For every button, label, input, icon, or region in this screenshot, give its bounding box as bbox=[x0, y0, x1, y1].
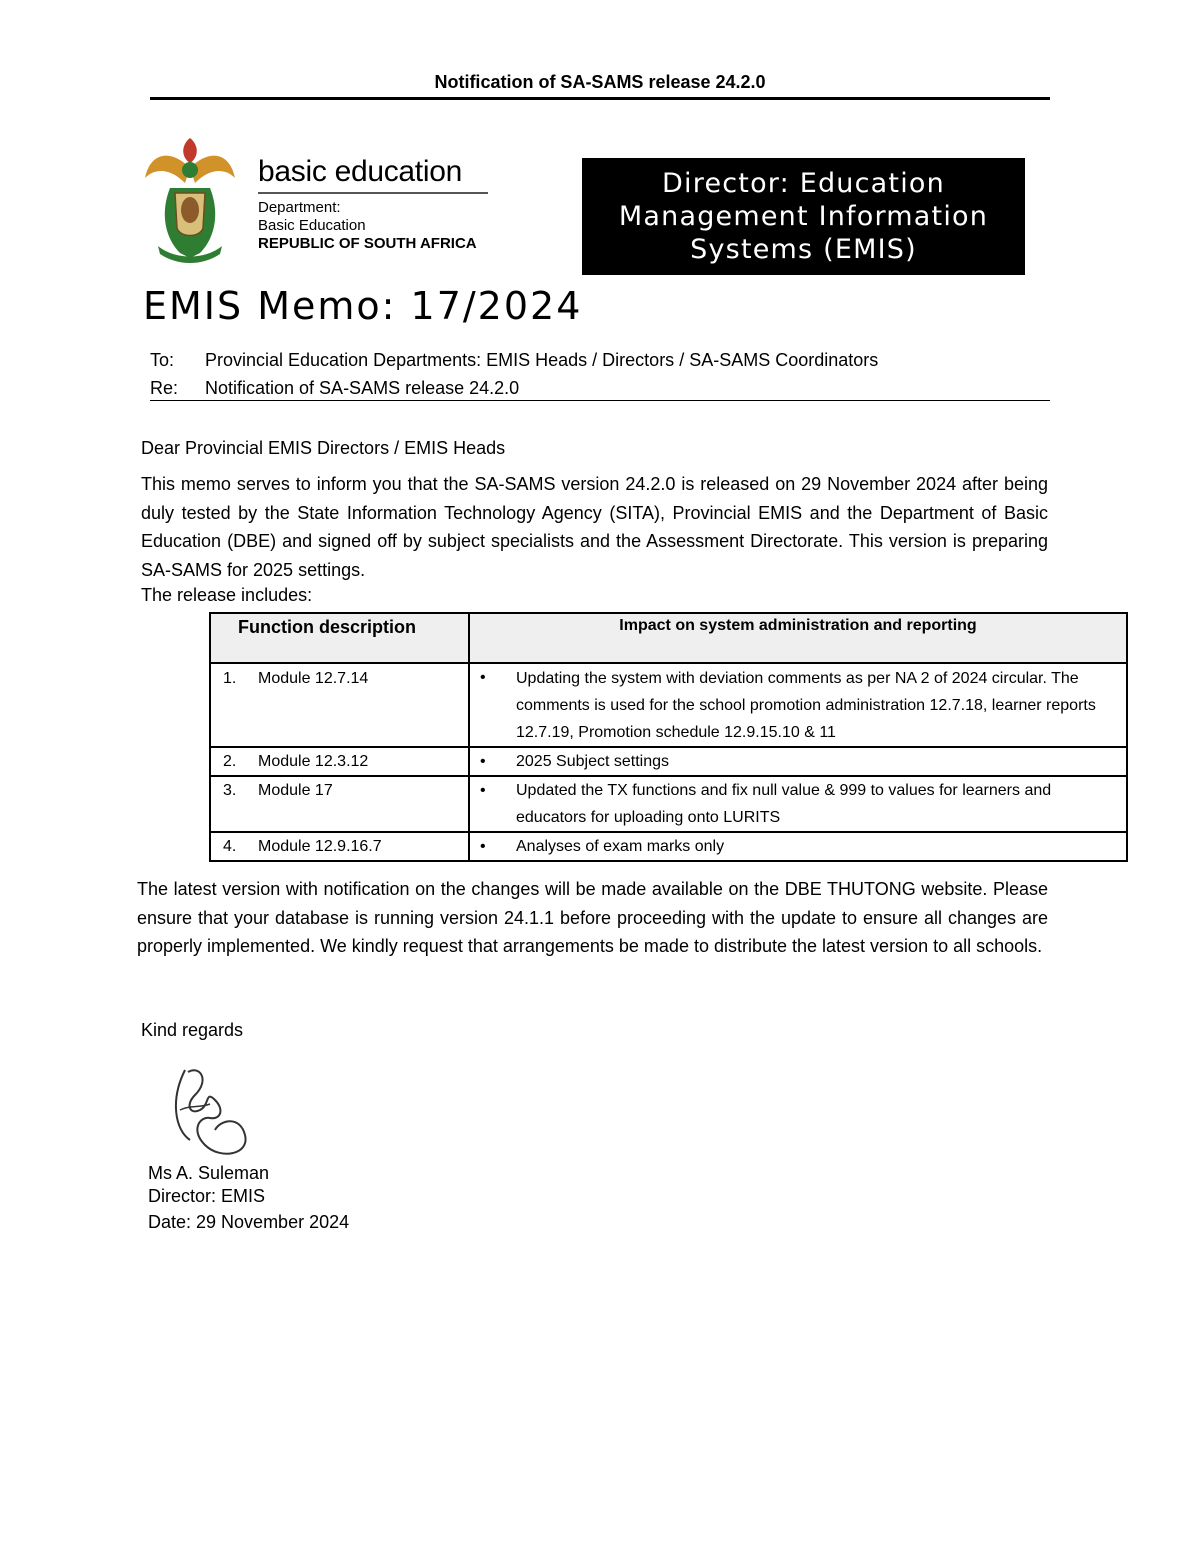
memo-to-line bbox=[150, 350, 878, 371]
memo-to-label: To: bbox=[150, 350, 175, 370]
impact-text: Updating the system with deviation comments as per NA 2 of 2024 circular. The comments is used for the school promotion administration 12.7.18, learner reports 12.7.19, Promotion schedule 12.9.15.10 & 11 bbox=[516, 670, 1096, 741]
signatory-title: Director: EMIS bbox=[148, 1186, 266, 1206]
body-paragraph-2: The latest version with notification on the changes will be made available on the DBE THUTONG website. Please ensure that your database is running version 24.1.1 before proceeding with the update to ensure all changes are properly implemented. We kindly request that arrangements be made to distribute the latest version to all schools. bbox=[137, 879, 1048, 956]
bullet-icon: • bbox=[480, 838, 486, 855]
memo-re-value: Notification of SA-SAMS release 24.2.0 bbox=[205, 378, 520, 398]
row-number: 4. bbox=[223, 838, 237, 855]
handwritten-signature bbox=[160, 1060, 260, 1160]
header-divider bbox=[150, 97, 1050, 100]
release-includes-label: The release includes: bbox=[141, 585, 313, 605]
greeting: Dear Provincial EMIS Directors / EMIS Heads bbox=[141, 438, 506, 458]
department-country: REPUBLIC OF SOUTH AFRICA bbox=[258, 235, 477, 252]
module-name: Module 12.9.16.7 bbox=[258, 838, 382, 855]
impact-text: Analyses of exam marks only bbox=[516, 838, 725, 855]
department-divider bbox=[258, 192, 488, 194]
impact-cell bbox=[469, 747, 1127, 776]
department-name: basic education bbox=[258, 155, 462, 188]
director-banner-text: Director: Education Management Information Systems (EMIS) bbox=[618, 168, 989, 265]
module-name: Module 12.3.12 bbox=[258, 753, 369, 770]
row-number: 1. bbox=[223, 670, 237, 687]
table-row bbox=[210, 832, 1127, 861]
memo-re-line bbox=[150, 378, 519, 399]
column-header-impact: Impact on system administration and reporting bbox=[469, 613, 1127, 663]
row-number: 2. bbox=[223, 753, 237, 770]
closing-regards: Kind regards bbox=[141, 1020, 244, 1040]
department-label: Department: bbox=[258, 199, 341, 216]
bullet-icon: • bbox=[480, 669, 486, 686]
document-header-title: Notification of SA-SAMS release 24.2.0 bbox=[434, 72, 766, 92]
bullet-icon: • bbox=[480, 753, 486, 770]
impact-text: Updated the TX functions and fix null value & 999 to values for learners and educators for uploading onto LURITS bbox=[516, 782, 1052, 826]
body-paragraph-1: This memo serves to inform you that the SA-SAMS version 24.2.0 is released on 29 November 2024 after being duly tested by the State Information Technology Agency (SITA), Provincial EMIS and the Department of Basic Education (DBE) and signed off by subject specialists and the Assessment Directorate. This version is preparing SA-SAMS for 2025 settings. bbox=[141, 474, 1048, 580]
table-row bbox=[210, 776, 1127, 832]
memo-to-value: Provincial Education Departments: EMIS Heads / Directors / SA-SAMS Coordinators bbox=[205, 350, 879, 370]
memo-re-divider bbox=[150, 400, 1050, 401]
module-name: Module 17 bbox=[258, 782, 333, 799]
department-subtitle: Basic Education bbox=[258, 217, 366, 234]
table-row bbox=[210, 663, 1127, 747]
function-cell bbox=[210, 747, 469, 776]
memo-re-label: Re: bbox=[150, 378, 179, 398]
impact-text: 2025 Subject settings bbox=[516, 753, 669, 770]
table-header-row bbox=[210, 613, 1127, 663]
coat-of-arms-logo bbox=[140, 128, 240, 268]
function-cell bbox=[210, 832, 469, 861]
impact-cell bbox=[469, 832, 1127, 861]
module-name: Module 12.7.14 bbox=[258, 670, 369, 687]
director-banner bbox=[582, 158, 1025, 275]
signatory-name: Ms A. Suleman bbox=[148, 1163, 270, 1183]
table-row bbox=[210, 747, 1127, 776]
row-number: 3. bbox=[223, 782, 237, 799]
bullet-icon: • bbox=[480, 782, 486, 799]
column-header-function: Function description bbox=[210, 613, 469, 663]
impact-cell bbox=[469, 663, 1127, 747]
memo-title: EMIS Memo: 17/2024 bbox=[143, 284, 583, 328]
impact-cell bbox=[469, 776, 1127, 832]
function-cell bbox=[210, 663, 469, 747]
memo-date: Date: 29 November 2024 bbox=[148, 1212, 350, 1232]
release-changes-table bbox=[209, 612, 1128, 862]
function-cell bbox=[210, 776, 469, 832]
